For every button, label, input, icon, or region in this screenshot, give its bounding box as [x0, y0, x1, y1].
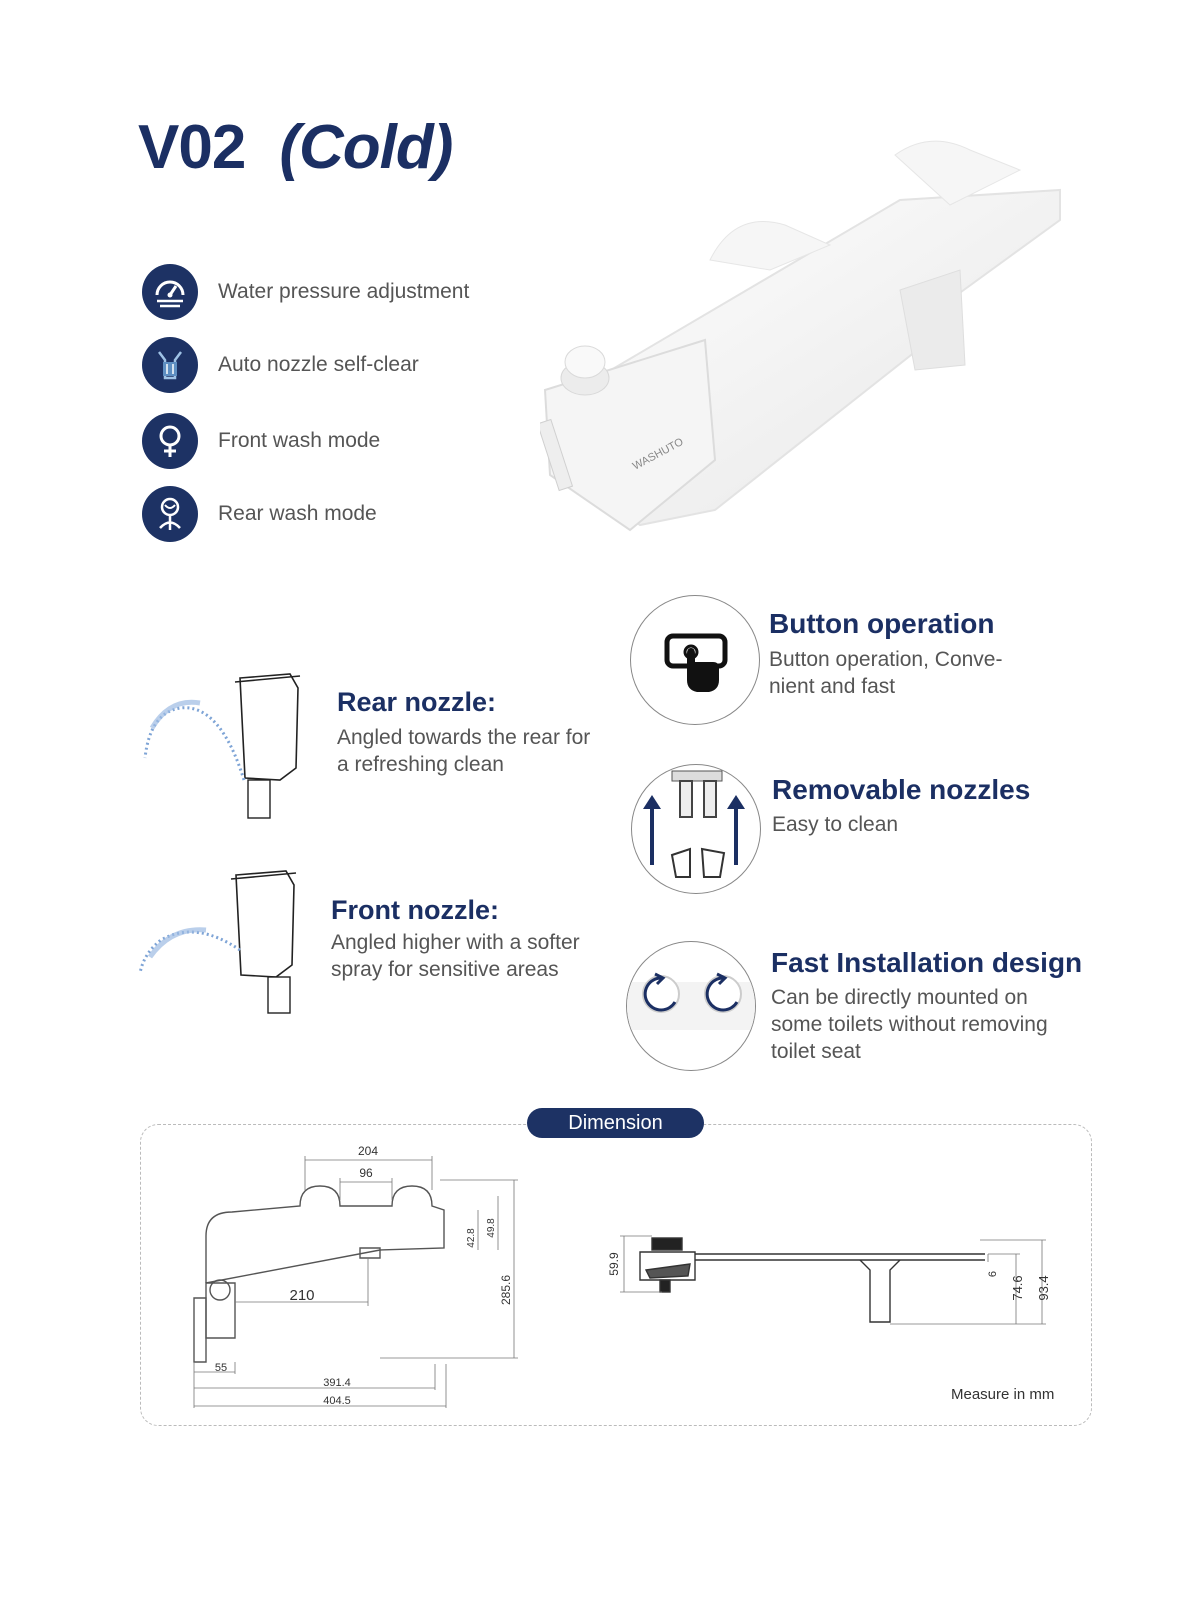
- side-view-drawing: [600, 1230, 1060, 1334]
- pressure-gauge-icon: [142, 264, 198, 320]
- highlight-title: Button operation: [769, 608, 995, 639]
- measure-note: Measure in mm: [951, 1386, 1055, 1403]
- rear-nozzle-title: Rear nozzle:: [337, 687, 497, 717]
- nozzle-clear-icon: [142, 337, 198, 393]
- svg-text:404.5: 404.5: [323, 1395, 351, 1407]
- feature-label: Rear wash mode: [218, 502, 377, 525]
- feature-label: Front wash mode: [218, 429, 381, 452]
- svg-text:6: 6: [987, 1270, 999, 1278]
- product-brand: WASHUTO: [630, 435, 686, 473]
- feature-label: Auto nozzle self-clear: [218, 353, 419, 376]
- rear-wash-icon: [142, 486, 198, 542]
- svg-text:49.8: 49.8: [486, 1218, 497, 1238]
- rear-nozzle-illustration: [140, 668, 310, 828]
- svg-text:204: 204: [357, 1144, 379, 1158]
- removable-nozzle-icon: [631, 764, 761, 894]
- svg-text:391.4: 391.4: [323, 1377, 351, 1389]
- svg-text:210: 210: [289, 1287, 315, 1304]
- top-view-drawing: [180, 1138, 540, 1410]
- touch-button-icon: [630, 595, 760, 725]
- feature-label: Water pressure adjustment: [218, 280, 470, 303]
- dimension-label: Dimension: [527, 1108, 704, 1138]
- rear-nozzle-description: Angled towards the rear for a refreshing clean: [337, 726, 591, 776]
- highlight-title: Fast Installation design: [771, 947, 1083, 978]
- feature-item: [142, 486, 377, 542]
- svg-text:74.6: 74.6: [1010, 1275, 1025, 1301]
- front-nozzle-title: Front nozzle:: [331, 895, 499, 925]
- highlight-description: Button operation, Conve- nient and fast: [769, 648, 1003, 698]
- feature-item: [142, 337, 419, 393]
- model-variant: (Cold): [279, 113, 453, 182]
- model-name: V02: [138, 113, 246, 182]
- female-symbol-icon: [142, 413, 198, 469]
- front-nozzle-description: Angled higher with a softer spray for sensitive areas: [331, 931, 580, 981]
- svg-text:42.8: 42.8: [466, 1228, 477, 1248]
- svg-text:93.4: 93.4: [1036, 1275, 1051, 1301]
- bidet-product-image: [540, 130, 1080, 550]
- highlight-title: Removable nozzles: [772, 774, 1031, 805]
- feature-item: [142, 264, 469, 320]
- page-title: [138, 112, 452, 183]
- svg-text:59.9: 59.9: [607, 1252, 621, 1276]
- feature-item: [142, 413, 380, 469]
- rotate-install-icon: [626, 941, 756, 1071]
- svg-text:285.6: 285.6: [499, 1274, 513, 1306]
- svg-text:55: 55: [214, 1362, 228, 1374]
- front-nozzle-illustration: [136, 865, 306, 1025]
- highlight-description: Easy to clean: [772, 813, 899, 836]
- highlight-description: Can be directly mounted on some toilets without removing toilet seat: [771, 986, 1048, 1063]
- svg-text:96: 96: [359, 1166, 373, 1180]
